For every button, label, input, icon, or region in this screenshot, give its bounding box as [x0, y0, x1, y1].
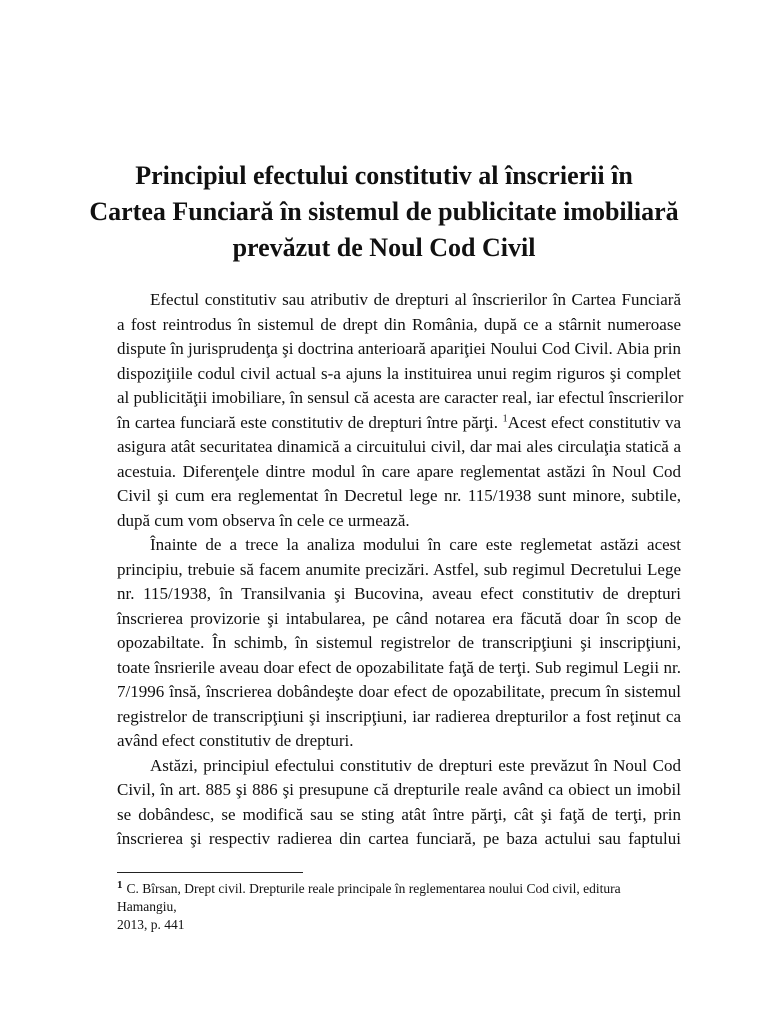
body-line: nr. 115/1938, în Transilvania şi Bucovina, aveau efect constitutiv de drepturi [117, 584, 681, 603]
footnote-reference[interactable]: 1 [502, 412, 508, 424]
footnote-separator [117, 872, 303, 873]
body-line: Astăzi, principiul efectului constitutiv de drepturi este prevăzut în Noul Cod [150, 755, 681, 775]
footnote-mark: 1 [117, 878, 123, 891]
body-line: Civil, în art. 885 şi 886 şi presupune că drepturile reale având ca obiect un imobil [117, 780, 681, 799]
body-line: acestuia. Diferenţele dintre modul în care apare reglementat astăzi în Noul Cod [117, 461, 681, 481]
body-line: a fost reintrodus în sistemul de drept din România, după ce a stârnit numeroase [117, 314, 681, 334]
body-line: 7/1996 însă, înscrierea dobândeşte doar efect de opozabilitate, precum în sistemul [117, 682, 681, 701]
body-line: dispoziţiile codul civil actual s-a ajuns la instituirea unui regim riguros şi complet [117, 363, 681, 383]
footnote [117, 880, 681, 934]
body-text [117, 288, 684, 852]
body-line: Înainte de a trece la analiza modului în care este reglemetat astăzi acest [150, 535, 681, 554]
body-line: Efectul constitutiv sau atributiv de drepturi al înscrierilor în Cartea Funciară [150, 290, 681, 309]
title-line-3: prevăzut de Noul Cod Civil [232, 233, 536, 262]
document-title [0, 158, 768, 266]
body-line-part: în cartea funciară este constitutiv de drepturi între părţi. [117, 412, 498, 432]
footnote-line-1 [117, 880, 681, 916]
body-line: se dobândesc, se modifică sau se sting atât între părţi, cât şi faţă de terţi, prin [117, 804, 681, 824]
body-line: opozabiltate. În schimb, în sistemul registrelor de transcripţiuni şi inscripţiuni, [117, 633, 681, 652]
title-line-2: Cartea Funciară în sistemul de publicitate imobiliară [89, 197, 679, 226]
body-line-with-footnote [117, 411, 681, 436]
body-line: înscrierea provizorie şi intabularea, pe când notarea era făcută doar în scop de [117, 608, 681, 628]
body-line: dispute în jurisprudenţa şi doctrina anterioară apariţiei Noului Cod Civil. Abia prin [117, 339, 681, 358]
body-line-part: Acest efect constitutiv va [507, 412, 682, 432]
title-line-1: Principiul efectului constitutiv al înscrierii în [135, 161, 633, 190]
footnote-line-2: 2013, p. 441 [117, 917, 185, 932]
body-line: Civil şi cum era reglementat în Decretul lege nr. 115/1938 sunt minore, subtile, [117, 486, 681, 505]
body-line: registrelor de transcripţiuni şi inscripţiuni, iar radierea drepturilor a fost reţinut ca [117, 706, 681, 726]
body-line: principiu, trebuie să facem anumite precizări. Astfel, sub regimul Decretului Lege [117, 559, 681, 579]
body-line: asigura atât securitatea dinamică a circuitului civil, dar mai ales circulaţia statică a [117, 437, 681, 456]
body-line: toate însrierile aveau doar efect de opozabilitate faţă de terţi. Sub regimul Legii nr. [117, 657, 681, 677]
body-line: al publicităţii imobiliare, în sensul că acesta are caracter real, iar efectul înscrierilor [117, 388, 684, 407]
body-line: înscrierea şi respectiv radierea din cartea funciară, pe baza actului sau faptului [117, 829, 681, 848]
body-line: având efect constitutiv de drepturi. [117, 731, 354, 750]
footnote-text: C. Bîrsan, Drept civil. Drepturile reale principale în reglementarea noului Cod civil, editura Hamangiu, [117, 881, 621, 914]
body-line: după cum vom observa în cele ce urmează. [117, 510, 410, 530]
